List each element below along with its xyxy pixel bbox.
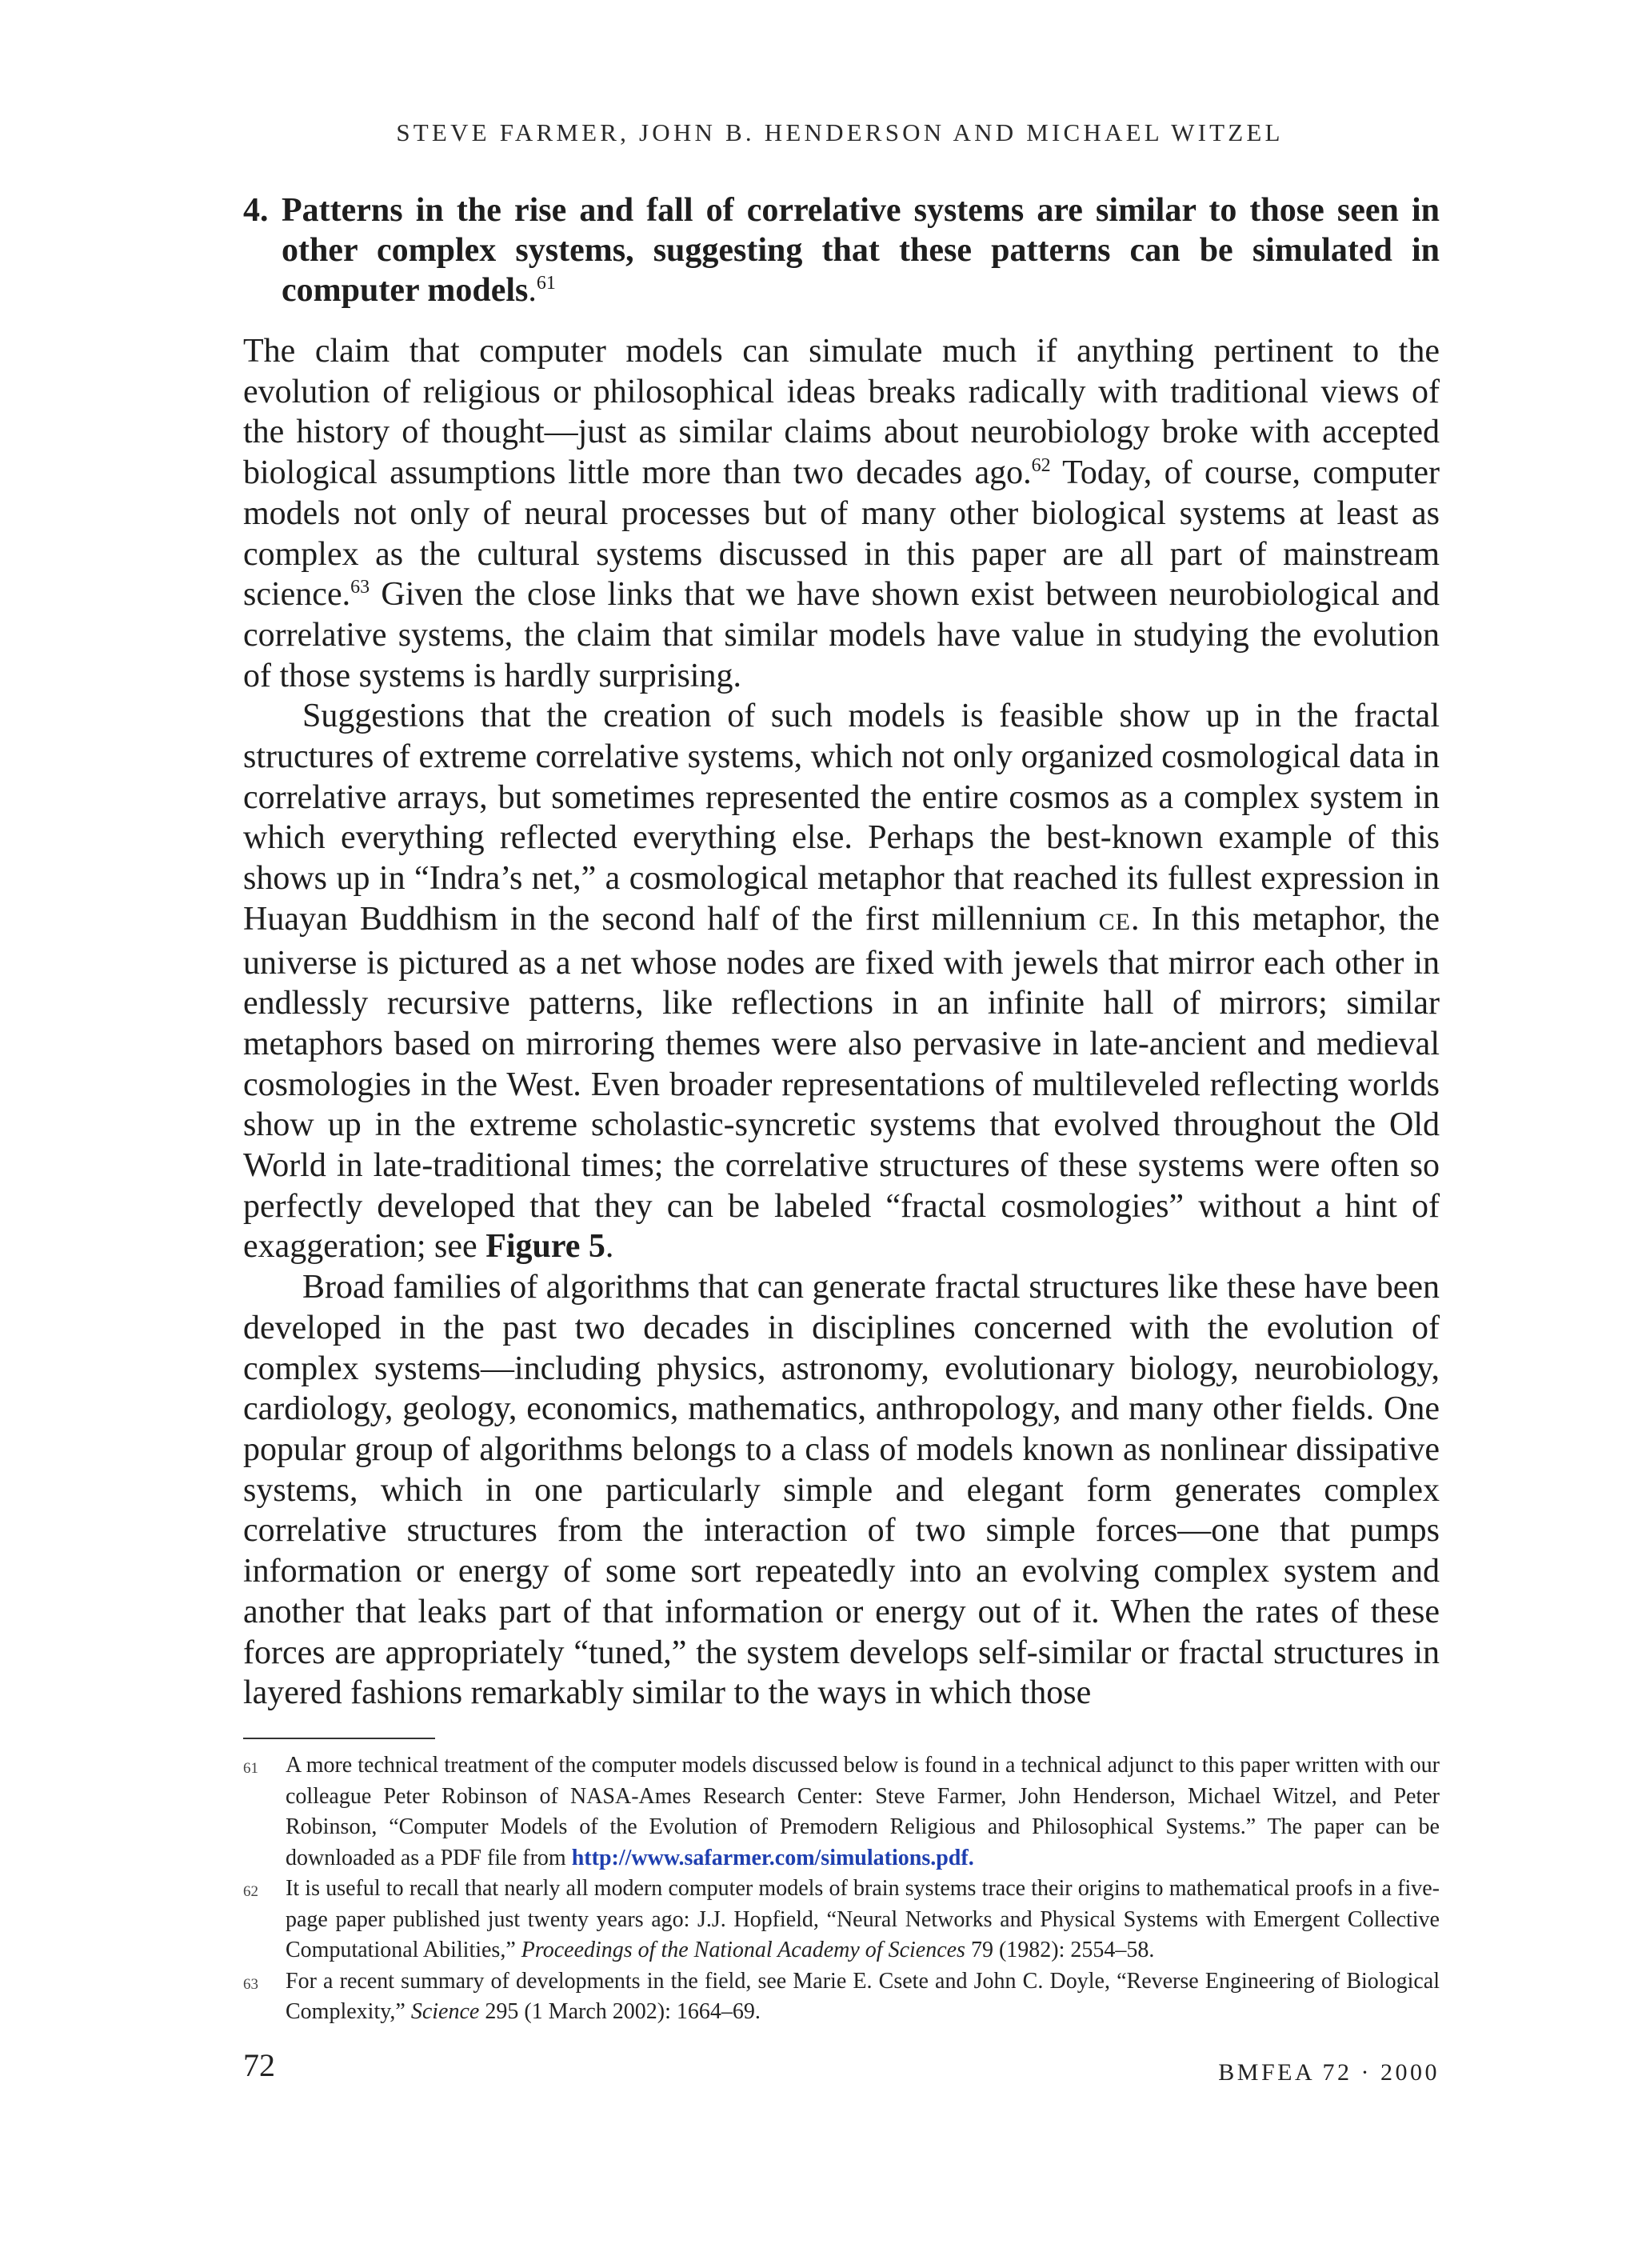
paragraph-3: Broad families of algorithms that can generate fractal structures like these have been developed in the past two decades in disciplines concerned with the evolution of complex systems—including physics, astronomy, evolutionary biology, neurobiology, cardiology, geology, economics, mathematics, anthropology, and many other fields. One popular group of algorithms belongs to a class of models known as nonlinear dissipative systems, which in one particularly simple and elegant form generates complex correlative structures from the interaction of two simple forces—one that pumps information or energy of some sort repeatedly into an evolving complex system and another that leaks part of that information or energy out of it. When the rates of these forces are appropriately “tuned,” the system develops self-similar or fractal structures in layered fashions remarkably similar to the ways in which those <box>243 1269 1440 1712</box>
footnote-citation-tail: 79 (1982): 2554–58. <box>965 1938 1155 1962</box>
footnote-ref-63[interactable]: 63 <box>350 577 370 598</box>
page-number: 72 <box>243 2047 275 2083</box>
paragraph-1-part-b: Today, of course, computer models not only of neural processes but of many other biological systems at least as complex as the cultural systems discussed in this paper are all part of mainstream science. <box>243 454 1440 614</box>
footnote-63 <box>243 1966 1440 2028</box>
era-abbreviation: CE <box>1098 908 1131 935</box>
journal-title: Science <box>410 1999 480 2024</box>
section-heading-period: . <box>528 272 537 309</box>
section-heading <box>243 190 1440 310</box>
paragraph-1-part-a: The claim that computer models can simulate much if anything pertinent to the evolution of religious or philosophical ideas breaks radically with traditional views of the history of thought—just as similar claims about neurobiology broke with accepted biological assumptions little more than two decades ago. <box>243 333 1440 492</box>
footnote-text: For a recent summary of developments in the field, see Marie E. Csete and John C. Doyle, “Reverse Engineering of Biological Complexity,” <box>286 1968 1440 2024</box>
paragraph-2-part-b: . In this metaphor, the universe is pictured as a net whose nodes are fixed with jewels that mirror each other in endlessly recursive patterns, like reflections in an infinite hall of mirrors; similar metaphors based on mirroring themes were also pervasive in late-ancient and medieval cosmologies in the West. Even broader representations of multileveled reflecting worlds show up in the extreme scholastic-syncretic systems that evolved throughout the Old World in late-traditional times; the correlative structures of these systems were often so perfectly developed that they can be labeled “fractal cosmologies” without a hint of exaggeration; see <box>243 900 1440 1266</box>
footnote-citation-tail: 295 (1 March 2002): 1664–69. <box>479 1999 761 2024</box>
paragraph-1 <box>243 331 1440 696</box>
footnote-ref-61[interactable]: 61 <box>536 273 556 294</box>
footnote-ref-62[interactable]: 62 <box>1031 455 1051 477</box>
paragraph-1-part-c: Given the close links that we have shown exist between neurobiological and correlative systems, the claim that similar models have value in studying the evolution of those systems is hardly surprising. <box>243 576 1440 694</box>
paragraph-2-end: . <box>605 1228 614 1266</box>
figure-reference[interactable]: Figure 5 <box>485 1228 605 1266</box>
journal-reference: BMFEA 72 · 2000 <box>1218 2059 1440 2086</box>
running-head: STEVE FARMER, JOHN B. HENDERSON AND MICHAEL WITZEL <box>396 118 1284 146</box>
section-number: 4. <box>243 192 269 229</box>
journal-title: Proceedings of the National Academy of Sciences <box>521 1938 965 1962</box>
body-text <box>243 331 1440 1714</box>
footnote-62 <box>243 1874 1440 1966</box>
footnote-text: It is useful to recall that nearly all modern computer models of brain systems trace their origins to mathematical proofs in a five-page paper published just twenty years ago: J.J. Hopfield, “Neural Networks and Physical Systems with Emergent Collective Computational Abilities,” <box>286 1876 1440 1962</box>
footnote-number: 62 <box>243 1883 258 1900</box>
footnote-61 <box>243 1750 1440 1874</box>
section-heading-text: Patterns in the rise and fall of correlative systems are similar to those seen in other complex systems, suggesting that these patterns can be simulated in computer models <box>282 192 1440 309</box>
footnote-number: 63 <box>243 1975 258 1993</box>
paragraph-2 <box>243 696 1440 1267</box>
pdf-link[interactable]: http://www.safarmer.com/simulations.pdf. <box>571 1845 974 1870</box>
footnotes <box>243 1750 1440 2028</box>
paragraph-2-part-a: Suggestions that the creation of such models is feasible show up in the fractal structures of extreme correlative systems, which not only organized cosmological data in correlative arrays, but sometimes represented the entire cosmos as a complex system in which everything reflected everything else. Perhaps the best-known example of this shows up in “Indra’s net,” a cosmological metaphor that reached its fullest expression in Huayan Buddhism in the second half of the first millennium <box>243 698 1440 938</box>
footnote-number: 61 <box>243 1760 258 1777</box>
footnote-rule <box>243 1738 435 1739</box>
footnote-text: A more technical treatment of the computer models discussed below is found in a technical adjunct to this paper written with our colleague Peter Robinson of NASA-Ames Research Center: Steve Farmer, John Henderson, Michael Witzel, and Peter Robinson, “Computer Models of the Evolution of Premodern Religious and Philosophical Systems.” The paper can be downloaded as a PDF file from <box>286 1753 1440 1870</box>
